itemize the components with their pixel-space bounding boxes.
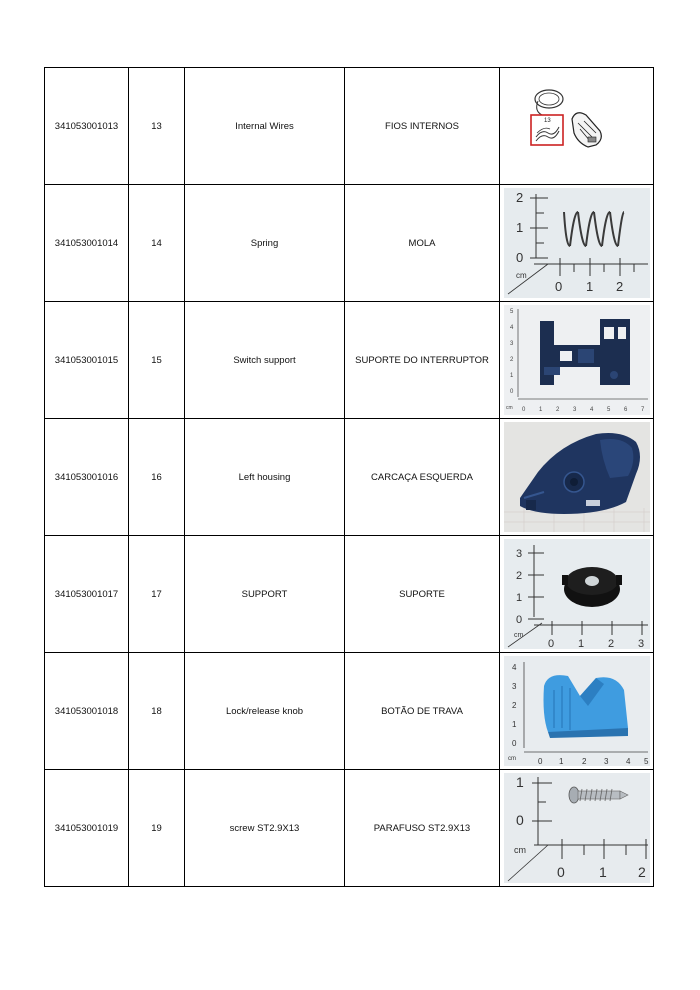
table-row (45, 68, 654, 185)
y-tick-label: 2 (515, 570, 522, 582)
ruler-unit-label: cm (513, 845, 526, 855)
description-english: Lock/release knob (185, 653, 345, 770)
item-number: 14 (129, 185, 185, 302)
y-tick-label: 1 (509, 373, 513, 379)
part-image-cell (500, 419, 654, 536)
x-tick-label: 1 (577, 638, 584, 649)
description-portuguese: CARCAÇA ESQUERDA (345, 419, 500, 536)
description-portuguese: FIOS INTERNOS (345, 68, 500, 185)
y-tick-label: 0 (515, 614, 522, 626)
x-tick-label: 3 (637, 638, 644, 649)
x-tick-label: 5 (643, 757, 648, 766)
spring-photo (504, 188, 650, 298)
x-tick-label: 2 (637, 864, 646, 880)
x-tick-label: 2 (581, 757, 586, 766)
y-tick-label: 1 (515, 220, 523, 235)
x-tick-label: 0 (554, 279, 562, 294)
x-tick-label: 0 (556, 864, 565, 880)
left-housing-photo (504, 422, 650, 532)
y-tick-label: 0 (509, 389, 513, 395)
part-code: 341053001015 (45, 302, 129, 419)
y-tick-label: 3 (509, 341, 513, 347)
description-english: Left housing (185, 419, 345, 536)
item-number: 19 (129, 770, 185, 887)
x-tick-label: 5 (606, 407, 610, 413)
ruler-unit-label: cm (507, 756, 516, 762)
item-number: 18 (129, 653, 185, 770)
item-number: 17 (129, 536, 185, 653)
y-tick-label: 2 (511, 701, 516, 710)
description-portuguese: SUPORTE (345, 536, 500, 653)
table-row (45, 536, 654, 653)
x-tick-label: 2 (615, 279, 623, 294)
part-code: 341053001016 (45, 419, 129, 536)
wires-diagram-icon (504, 71, 650, 181)
table-row (45, 770, 654, 887)
y-tick-label: 2 (509, 357, 513, 363)
ruler-unit-label: cm (505, 405, 513, 411)
part-code: 341053001014 (45, 185, 129, 302)
y-tick-label: 5 (509, 309, 513, 315)
x-tick-label: 3 (572, 407, 576, 413)
x-tick-label: 0 (537, 757, 542, 766)
table-row (45, 419, 654, 536)
y-tick-label: 0 (511, 739, 516, 748)
x-tick-label: 1 (558, 757, 563, 766)
parts-table (44, 67, 654, 887)
description-english: Internal Wires (185, 68, 345, 185)
lock-knob-photo (504, 656, 650, 766)
part-image-cell (500, 770, 654, 887)
description-english: SUPPORT (185, 536, 345, 653)
x-tick-label: 1 (585, 279, 593, 294)
y-tick-label: 3 (515, 548, 522, 560)
part-image-cell (500, 68, 654, 185)
ruler-unit-label: cm (513, 632, 523, 639)
part-image-cell (500, 302, 654, 419)
description-english: Switch support (185, 302, 345, 419)
y-tick-label: 0 (515, 250, 523, 265)
y-tick-label: 3 (511, 682, 516, 691)
ruler-unit-label: cm (515, 271, 527, 280)
item-number: 16 (129, 419, 185, 536)
item-number: 15 (129, 302, 185, 419)
y-tick-label: 1 (515, 592, 522, 604)
description-portuguese: BOTÃO DE TRAVA (345, 653, 500, 770)
x-tick-label: 2 (607, 638, 614, 649)
y-tick-label: 2 (515, 190, 523, 205)
x-tick-label: 6 (623, 407, 627, 413)
x-tick-label: 7 (640, 407, 644, 413)
callout-number: 13 (543, 118, 551, 124)
y-tick-label: 1 (511, 720, 516, 729)
table-row (45, 653, 654, 770)
part-code: 341053001013 (45, 68, 129, 185)
item-number: 13 (129, 68, 185, 185)
description-portuguese: MOLA (345, 185, 500, 302)
part-code: 341053001017 (45, 536, 129, 653)
screw-photo (504, 773, 650, 883)
support-ring-photo (504, 539, 650, 649)
part-image-cell (500, 536, 654, 653)
x-tick-label: 2 (555, 407, 559, 413)
part-code: 341053001018 (45, 653, 129, 770)
part-image-cell (500, 653, 654, 770)
x-tick-label: 1 (538, 407, 542, 413)
switch-support-photo (504, 305, 650, 415)
table-row (45, 185, 654, 302)
description-english: screw ST2.9X13 (185, 770, 345, 887)
part-code: 341053001019 (45, 770, 129, 887)
description-english: Spring (185, 185, 345, 302)
x-tick-label: 4 (625, 757, 630, 766)
x-tick-label: 0 (547, 638, 554, 649)
y-tick-label: 4 (511, 663, 516, 672)
y-tick-label: 0 (515, 812, 524, 828)
part-image-cell (500, 185, 654, 302)
x-tick-label: 0 (521, 407, 525, 413)
x-tick-label: 4 (589, 407, 593, 413)
y-tick-label: 1 (515, 774, 524, 790)
description-portuguese: SUPORTE DO INTERRUPTOR (345, 302, 500, 419)
y-tick-label: 4 (509, 325, 513, 331)
table-row (45, 302, 654, 419)
x-tick-label: 1 (598, 864, 607, 880)
description-portuguese: PARAFUSO ST2.9X13 (345, 770, 500, 887)
x-tick-label: 3 (603, 757, 608, 766)
